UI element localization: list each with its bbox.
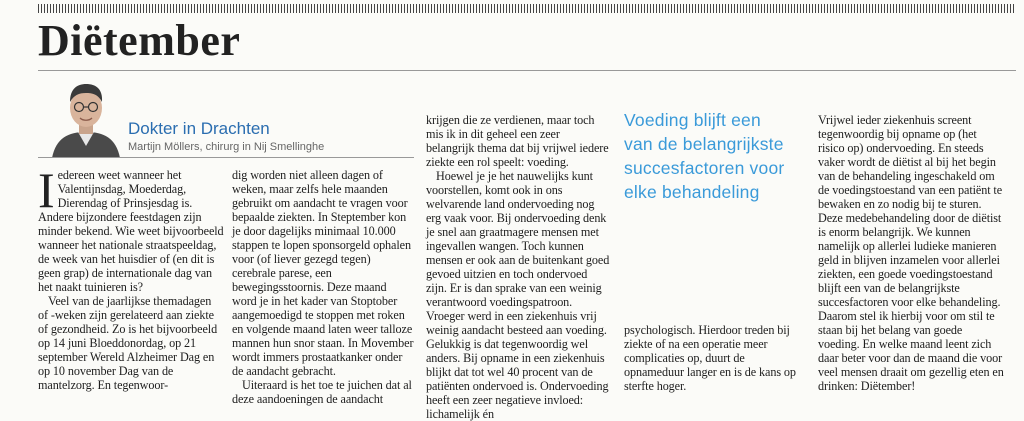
column-divider	[38, 157, 414, 158]
article-column-3	[426, 113, 610, 421]
masthead-pattern	[38, 4, 1016, 13]
pull-quote: Voeding blijft een van de belangrijkste succesfactoren voor elke behandeling	[624, 110, 785, 202]
column-title: Dokter in Drachten	[128, 119, 270, 138]
headline: Diëtember	[38, 16, 241, 65]
paragraph: Vrijwel ieder ziekenhuis screent tegenwoordig bij opname op (het risico op) ondervoeding. En steeds vaker wordt de diëtist al bij het begin van de behandeling ingeschakeld om de voedingstoestand van een patiënt te bewaken en zo nodig bij te sturen. Deze medebehandeling door de diëtist is enorm belangrijk. We kunnen namelijk op allerlei ludieke manieren geld in blijven inzamelen voor allerlei ziekten, een goede voedingstoestand blijft een van de belangrijkste succesfactoren voor elke behandeling. Daarom stel ik hierbij voor om stil te staan bij het belang van goede voeding. En welke maand leent zich daar beter voor dan de maand die voor veel mensen draait om gezellig eten en drinken: Diëtember!	[818, 113, 1004, 393]
drop-cap: I	[38, 162, 55, 218]
author-byline: Martijn Möllers, chirurg in Nij Smellinghe	[128, 141, 325, 153]
paragraph: edereen weet wanneer het Valentijnsdag, Moederdag, Dierendag of Prinsjesdag is. Andere bijzondere feestdagen zijn minder bekend. Wie weet bijvoorbeeld wanneer het nationale straatspeeldag, de week van het huisdier of (en dit is geen grap) de internationale dag van het naakt tuinieren is?	[38, 168, 224, 294]
paragraph: Hoewel je je het nauwelijks kunt voorstellen, komt ook in ons welvarende land ondervoeding nog erg vaak voor. Bij ondervoeding denk je snel aan graatmagere mensen met ingevallen wangen. Toch kunnen mensen er ook aan de buitenkant goed gevoed uitzien en toch ondervoed zijn. Er is dan sprake van een weinig verantwoord voedingspatroon. Vroeger werd in een ziekenhuis vrij weinig aandacht besteed aan voeding. Gelukkig is dat tegenwoordig wel anders. Bij opname in een ziekenhuis blijkt dat tot wel 40 procent van de patiënten ondervoed is. Ondervoeding heeft een zeer negatieve invloed: lichamelijk én	[426, 169, 610, 421]
paragraph: krijgen die ze verdienen, maar toch mis ik in dit geheel een zeer belangrijk thema dat bij vrijwel iedere ziekte een rol speelt: voeding.	[426, 113, 609, 169]
paragraph: Veel van de jaarlijkse themadagen of -weken zijn gerelateerd aan ziekte of gezondheid. Zo is het bijvoorbeeld op 14 juni Bloeddonordag, op 21 september Wereld Alzheimer Dag en op 10 november Dag van de mantelzorg. En tegenwoor-	[38, 294, 218, 392]
column-header	[128, 118, 324, 154]
author-photo	[48, 76, 124, 158]
article-column-4	[624, 323, 804, 393]
article-column-1	[38, 162, 224, 392]
paragraph: dig worden niet alleen dagen of weken, maar zelfs hele maanden gebruikt om aandacht te vragen voor bepaalde ziekten. In Steptember kon je door dagelijks minimaal 10.000 stappen te lopen sponsorgeld ophalen voor (of liever gezegd tegen) cerebrale parese, een bewegingsstoornis. Deze maand word je in het kader van Stoptober aangemoedigd te stoppen met roken en volgende maand laten weer talloze mannen hun snor staan. In Movember wordt immers prostaatkanker onder de aandacht gebracht.	[232, 168, 414, 378]
article-column-5	[818, 113, 1006, 393]
article-column-2	[232, 168, 414, 406]
paragraph: psychologisch. Hierdoor treden bij ziekte of na een operatie meer complicaties op, duurt de opnameduur langer en is de kans op sterfte hoger.	[624, 323, 796, 393]
paragraph: Uiteraard is het toe te juichen dat al deze aandoeningen de aandacht	[232, 378, 412, 406]
headline-divider	[38, 70, 1016, 71]
